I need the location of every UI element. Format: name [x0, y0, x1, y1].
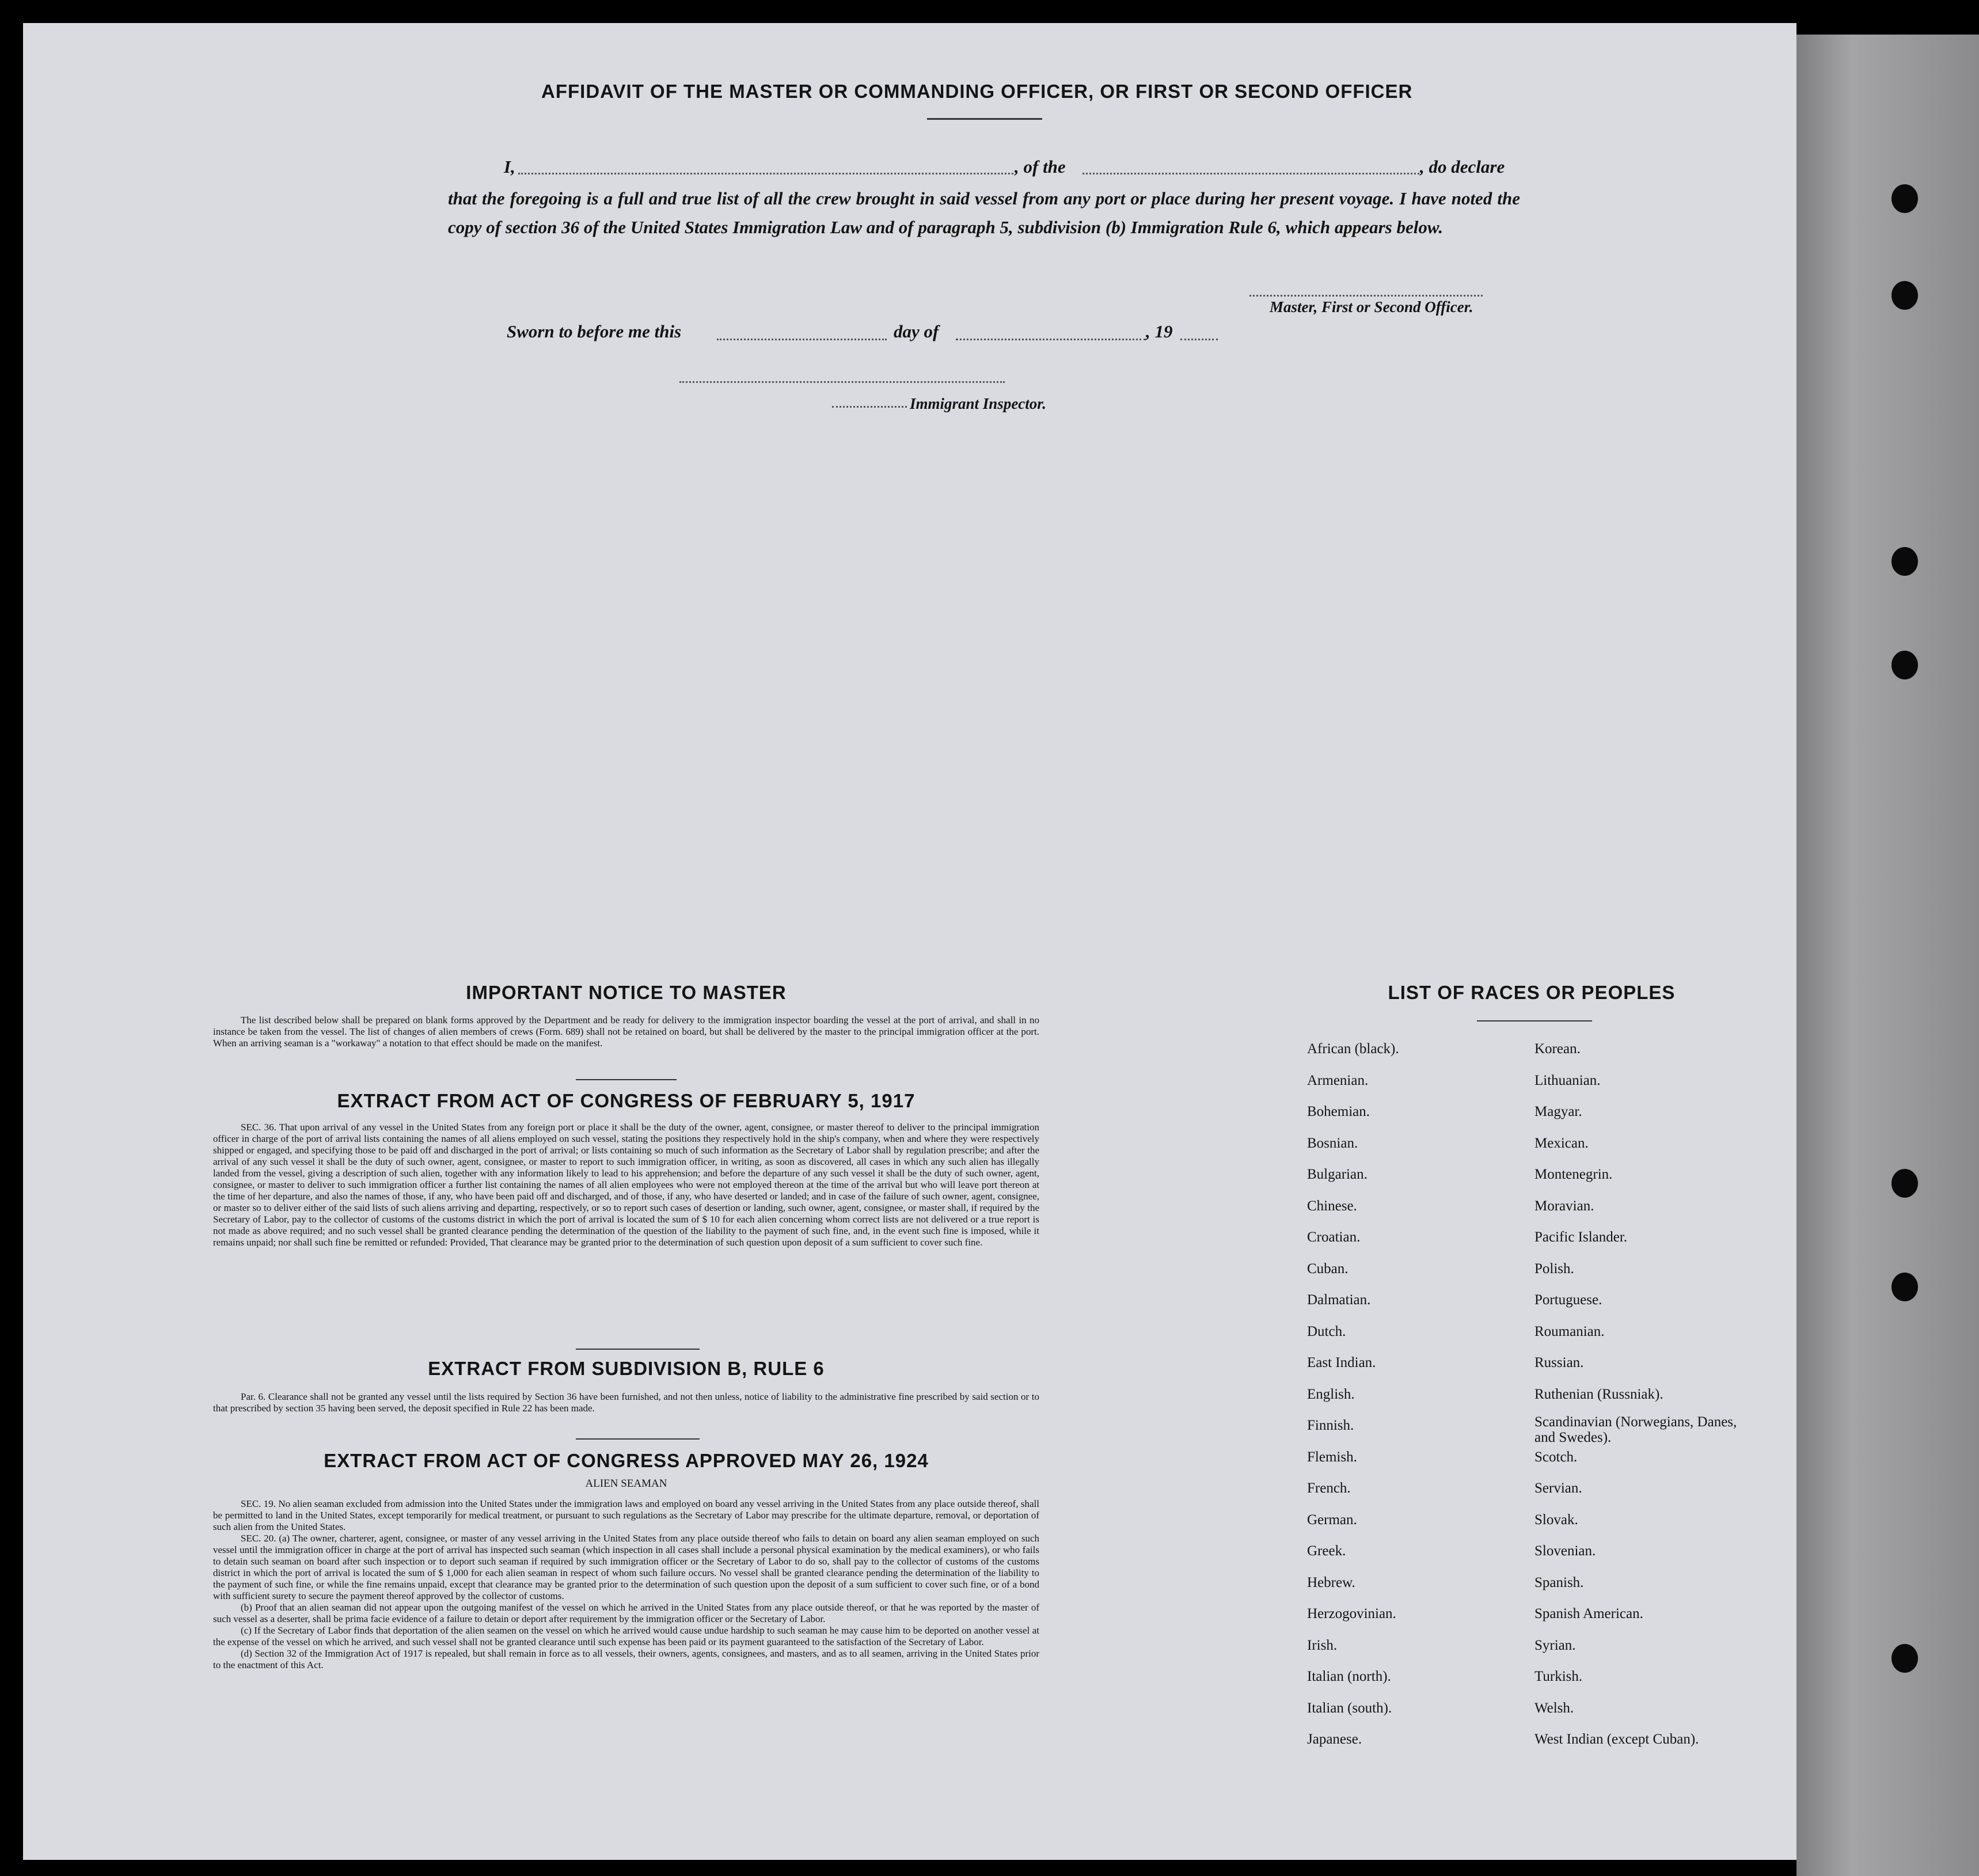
race-item: Bulgarian. — [1307, 1167, 1368, 1182]
divider — [1477, 1020, 1592, 1021]
race-item: West Indian (except Cuban). — [1534, 1731, 1699, 1747]
race-item: Dalmatian. — [1307, 1292, 1371, 1308]
divider — [927, 118, 1042, 120]
race-item: Chinese. — [1307, 1198, 1357, 1214]
year-prefix: , 19 — [1146, 321, 1173, 341]
affidavit-body: that the foregoing is a full and true list of all the crew brought in said vessel from any port or place during her present voyage. I have noted the copy of section 36 of the United States Immigration Law and of paragraph 5, subdivision (b) Immigration Rule 6, which appears below. — [448, 188, 1520, 237]
punch-hole — [1891, 651, 1918, 679]
page-edge-shadow — [1796, 35, 1979, 1876]
race-item: Russian. — [1534, 1355, 1584, 1370]
notice-text: The list described below shall be prepared on blank forms approved by the Department and be ready for delivery to the immigration inspector boarding the vessel at the port of arrival, and shall in no instance be taken from the vessel. The list of changes of alien members of crews (Form. 689) shall not be retained on board, but shall be delivered by the master to the principal immigration officer at the port. When an arriving seaman is a "workaway" a notation to that effect should be made on the manifest. — [213, 1015, 1039, 1049]
race-item: Mexican. — [1534, 1135, 1589, 1151]
punch-hole — [1891, 1644, 1918, 1673]
race-item: Montenegrin. — [1534, 1167, 1613, 1182]
master-label: Master, First or Second Officer. — [1270, 298, 1473, 316]
race-item: Pacific Islander. — [1534, 1229, 1628, 1245]
punch-hole — [1891, 281, 1918, 310]
race-item: Syrian. — [1534, 1637, 1576, 1653]
affidavit-of-the: , of the — [1015, 157, 1066, 177]
sworn-text: Sworn to before me this — [507, 321, 682, 341]
vessel-blank — [1082, 173, 1419, 174]
divider — [576, 1349, 700, 1350]
affidavit-title: AFFIDAVIT OF THE MASTER OR COMMANDING OFFICER, OR FIRST OR SECOND OFFICER — [541, 81, 1413, 102]
race-item: Croatian. — [1307, 1229, 1361, 1245]
race-item: English. — [1307, 1386, 1355, 1402]
punch-hole — [1891, 1169, 1918, 1198]
name-blank — [518, 173, 1013, 174]
divider — [576, 1438, 700, 1440]
race-item: Portuguese. — [1534, 1292, 1602, 1308]
race-item: Spanish. — [1534, 1574, 1584, 1590]
races-title: LIST OF RACES OR PEOPLES — [1388, 982, 1676, 1003]
punch-hole — [1891, 547, 1918, 576]
race-item: Finnish. — [1307, 1418, 1354, 1433]
race-item: Japanese. — [1307, 1731, 1362, 1747]
race-item: Moravian. — [1534, 1198, 1594, 1214]
race-item: Ruthenian (Russniak). — [1534, 1386, 1663, 1402]
punch-hole — [1891, 1273, 1918, 1301]
race-item: Cuban. — [1307, 1260, 1349, 1277]
race-item: Slovak. — [1534, 1512, 1578, 1528]
race-item: Armenian. — [1307, 1072, 1369, 1088]
race-item: Scotch. — [1534, 1449, 1578, 1465]
sec-20a-paragraph: SEC. 20. (a) The owner, charterer, agent, consignee, or master of any vessel arriving in the United States from any place outside thereof who fails to detain on board any alien seaman employed on such vessel until the immigration officer in charge at the port of arrival has inspected such seaman (which inspection in all cases shall include a personal physical examination by the medical examiners), or who fails to detain such seaman on board after such inspection or to deport such seaman if required by such immigration officer or the Secretary of Labor to do so, shall pay to the collector of customs of the customs district in which the port of arrival is located the sum of $ 1,000 for each alien seaman in respect of whom such failure occurs. No vessel shall be granted clearance pending the determination of the liability to the payment of such fine, or while the fine remains unpaid, except that clearance may be granted prior to the determination of such question upon the deposit of a sum sufficient to cover such fine, or of a bond with sufficient surety to secure the payment thereof approved by the collector of customs. — [213, 1533, 1039, 1601]
race-item: Hebrew. — [1307, 1574, 1355, 1590]
race-item: Welsh. — [1534, 1700, 1574, 1716]
sec-20b-paragraph: (b) Proof that an alien seaman did not appear upon the outgoing manifest of the vessel on which he arrived in the United States from any place outside thereof, or that he was reported by the master of such vessel as a deserter, shall be prima facie evidence of a failure to detain or deport after requirement by the immigration officer or the Secretary of Labor. — [213, 1602, 1039, 1624]
race-item: French. — [1307, 1480, 1351, 1496]
extract-1924-body — [213, 1498, 1039, 1671]
race-item: Italian (north). — [1307, 1669, 1391, 1684]
day-blank — [717, 339, 887, 340]
punch-hole — [1891, 184, 1918, 213]
extract-1924-subtitle: ALIEN SEAMAN — [585, 1478, 667, 1490]
race-item: Dutch. — [1307, 1323, 1346, 1339]
race-item: Turkish. — [1534, 1669, 1583, 1684]
race-item: Scandinavian (Norwegians, Danes, and Swedes). — [1534, 1414, 1737, 1445]
race-item: Lithuanian. — [1534, 1072, 1601, 1088]
extract-1917-title: EXTRACT FROM ACT OF CONGRESS OF FEBRUARY 5, 1917 — [337, 1090, 916, 1111]
affidavit-i: I, — [504, 157, 515, 177]
year-blank — [1180, 339, 1218, 340]
inspector-lead-dots — [832, 406, 907, 408]
races-left-column — [1307, 1041, 1537, 1755]
sec-20c-paragraph: (c) If the Secretary of Labor finds that deportation of the alien seamen on the vessel on which he arrived would cause undue hardship to such seaman he may cause him to be deported on another vessel at the expense of the vessel on which he arrived, and such vessel shall not be granted clearance until such expense has been paid or its payment guaranteed to the satisfaction of the Secretary of Labor. — [213, 1625, 1039, 1647]
subdivision-text: Par. 6. Clearance shall not be granted any vessel until the lists required by Section 36 have been furnished, and not then unless, notice of liability to the administrative fine prescribed by said section or to that prescribed by section 35 having been served, the deposit specified in Rule 22 has been made. — [213, 1391, 1039, 1414]
sec-20d-paragraph: (d) Section 32 of the Immigration Act of 1917 is repealed, but shall remain in force as to all vessels, their owners, agents, consignees, and masters, and as to all seamen, arriving in the United States prior to the enactment of this Act. — [213, 1648, 1039, 1670]
race-item: Roumanian. — [1534, 1323, 1605, 1339]
race-item: African (black). — [1307, 1041, 1399, 1057]
race-item: Bohemian. — [1307, 1104, 1370, 1119]
race-item: Slovenian. — [1534, 1543, 1596, 1559]
day-of-text: day of — [894, 321, 939, 341]
race-item: Spanish American. — [1534, 1606, 1643, 1621]
race-item: Greek. — [1307, 1543, 1346, 1559]
race-item: Bosnian. — [1307, 1135, 1358, 1151]
race-item: Magyar. — [1534, 1104, 1582, 1119]
inspector-label: Immigrant Inspector. — [910, 395, 1047, 412]
notice-title: IMPORTANT NOTICE TO MASTER — [466, 982, 787, 1003]
race-item: Herzogovinian. — [1307, 1606, 1396, 1621]
sec-19-paragraph: SEC. 19. No alien seaman excluded from admission into the United States under the immigration laws and employed on board any vessel arriving in the United States from any place outside thereof, shall be permitted to land in the United States, except temporarily for medical treatment, or pursuant to such regulations as the Secretary of Labor may prescribe for the ultimate departure, removal, or deportation of such alien from the United States. — [213, 1498, 1039, 1532]
race-item: Irish. — [1307, 1637, 1338, 1653]
race-item: East Indian. — [1307, 1355, 1376, 1370]
race-item: German. — [1307, 1512, 1357, 1528]
race-item: Italian (south). — [1307, 1700, 1392, 1716]
divider — [576, 1079, 677, 1080]
extract-1917-text: SEC. 36. That upon arrival of any vessel in the United States from any foreign port or place it shall be the duty of the owner, agent, consignee, or master thereof to deliver to the principal immigration officer in charge of the port of arrival lists containing the names of all aliens employed on such vessel, stating the positions they respectively hold in the ship's company, when and where they were respectively shipped or engaged, and specifying those to be paid off and discharged in the port of arrival; or lists containing so much of such information as the Secretary of Labor shall by regulation prescribe; and after the arrival of any such vessel it shall be the duty of such owner, agent, consignee, or master to report to such immigration officer, in writing, as soon as discovered, all cases in which any such alien has illegally landed from the vessel, giving a description of such alien, together with any information likely to lead to his apprehension; and before the departure of any such vessel it shall be the duty of such owner, agent, consignee, or master to deliver to such immigration officer a further list containing the names of all alien employees who were not employed thereon at the time of the arrival but who will leave port thereon at the time of her departure, and also the names of those, if any, who have been paid off and discharged, and of those, if any, who have deserted or landed; and in case of the failure of such owner, agent, consignee, or master so to deliver either of the said lists of such aliens arriving and departing, respectively, or so to report such cases of desertion or landing, such owner, agent, consignee, or master shall, if required by the Secretary of Labor, pay to the collector of customs of the customs district in which the port of arrival is located the sum of $ 10 for each alien concerning whom correct lists are not delivered or a true report is not made as above required; and no such vessel shall be granted clearance pending the determination of the question of the liability to the payment of such fine, and, in the event such fine is imposed, while it remains unpaid; nor shall such fine be remitted or refunded: Provided, That clearance may be granted prior to the determination of such question upon deposit of a sum sufficient to cover such fine. — [213, 1122, 1039, 1248]
affidavit-do-declare: , do declare — [1420, 157, 1505, 177]
subdivision-title: EXTRACT FROM SUBDIVISION B, RULE 6 — [428, 1358, 825, 1379]
races-right-column — [1534, 1041, 1776, 1755]
race-item: Servian. — [1534, 1480, 1582, 1496]
inspector-signature-blank — [679, 381, 1005, 383]
extract-1924-title: EXTRACT FROM ACT OF CONGRESS APPROVED MAY 26, 1924 — [324, 1450, 929, 1471]
race-item: Korean. — [1534, 1041, 1581, 1057]
race-item: Polish. — [1534, 1260, 1574, 1277]
month-blank — [956, 339, 1146, 340]
master-signature-blank — [1249, 295, 1483, 297]
race-item: Flemish. — [1307, 1449, 1357, 1465]
